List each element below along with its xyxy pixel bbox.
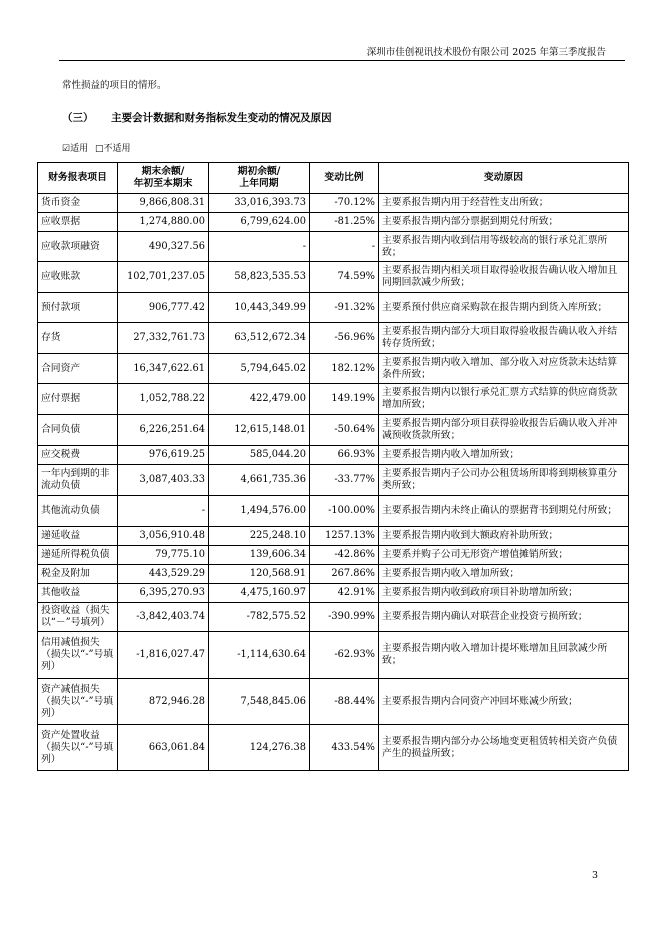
row-reason-cell: 主要系报告期内收入增加所致； [379,446,629,465]
table-row [38,679,629,725]
row-change-ratio-cell: -56.96% [310,323,379,354]
row-end-balance-cell: - [118,496,209,527]
row-begin-balance-cell: 1,494,576.00 [209,496,310,527]
table-row [38,213,629,232]
row-change-ratio-cell: 66.93% [310,446,379,465]
table-row [38,194,629,213]
section-title: 主要会计数据和财务指标发生变动的情况及原因 [111,112,332,124]
row-item-cell: 应收票据 [38,213,118,232]
row-reason-cell: 主要系报告期内部分项目获得验收报告后确认收入并冲减预收货款所致； [379,415,629,446]
page-number: 3 [592,870,599,881]
row-reason-cell: 主要系报告期内收入增加、部分收入对应货款未达结算条件所致； [379,354,629,384]
row-begin-balance-cell: 225,248.10 [209,527,310,546]
row-begin-balance-cell: 4,475,160.97 [209,584,310,603]
row-reason-cell: 主要系报告期内收到政府项目补助增加所致； [379,584,629,603]
row-item-cell: 预付款项 [38,293,118,323]
row-reason-cell: 主要系报告期内确认对联营企业投资亏损所致； [379,603,629,632]
row-end-balance-cell: 1,274,880.00 [118,213,209,232]
row-reason-cell: 主要系报告期内部分票据到期兑付所致； [379,213,629,232]
intro-text: 常性损益的项目的情形。 [62,80,167,91]
option-applicable: ☑适用 [62,144,89,154]
row-item-cell: 税金及附加 [38,565,118,584]
section-number: （三） [62,112,94,124]
row-item-cell: 应付票据 [38,384,118,415]
table-row [38,415,629,446]
row-begin-balance-cell: - [209,232,310,262]
row-item-cell: 存货 [38,323,118,354]
row-change-ratio-cell: 1257.13% [310,527,379,546]
row-end-balance-cell: 490,327.56 [118,232,209,262]
header-change-ratio: 变动比例 [310,163,379,194]
row-change-ratio-cell: -390.99% [310,603,379,632]
row-change-ratio-cell: -50.64% [310,415,379,446]
header-end-line1: 期末余额/ [141,166,185,177]
financial-change-table [37,162,629,771]
table-row [38,632,629,679]
row-change-ratio-cell: -91.32% [310,293,379,323]
table-row [38,232,629,262]
row-begin-balance-cell: 7,548,845.06 [209,679,310,725]
row-begin-balance-cell: 63,512,672.34 [209,323,310,354]
row-item-cell: 一年内到期的非流动负债 [38,465,118,496]
header-begin-line1: 期初余额/ [237,166,281,177]
row-end-balance-cell: 27,332,761.73 [118,323,209,354]
table-row [38,465,629,496]
report-header: 深圳市佳创视讯技术股份有限公司 2025 年第三季度报告 [366,47,606,58]
row-begin-balance-cell: 422,479.00 [209,384,310,415]
table-row [38,293,629,323]
row-begin-balance-cell: 124,276.38 [209,725,310,771]
row-change-ratio-cell: 149.19% [310,384,379,415]
row-end-balance-cell: 906,777.42 [118,293,209,323]
row-item-cell: 应交税费 [38,446,118,465]
row-end-balance-cell: -1,816,027.47 [118,632,209,679]
row-reason-cell: 主要系报告期内合同资产冲回坏账减少所致； [379,679,629,725]
header-reason: 变动原因 [379,163,629,194]
table-row [38,527,629,546]
header-end-line2: 年初至本期末 [133,178,193,189]
row-begin-balance-cell: 12,615,148.01 [209,415,310,446]
row-reason-cell: 主要系报告期内收入增加计提坏账增加且回款减少所致； [379,632,629,679]
row-change-ratio-cell: 267.86% [310,565,379,584]
row-end-balance-cell: 9,866,808.31 [118,194,209,213]
row-begin-balance-cell: 6,799,624.00 [209,213,310,232]
table-row [38,384,629,415]
row-change-ratio-cell: 42.91% [310,584,379,603]
table-row [38,323,629,354]
row-begin-balance-cell: -1,114,630.64 [209,632,310,679]
row-reason-cell: 主要系报告期内收到信用等级较高的银行承兑汇票所致； [379,232,629,262]
row-begin-balance-cell: -782,575.52 [209,603,310,632]
row-change-ratio-cell: -70.12% [310,194,379,213]
row-reason-cell: 主要系报告期内用于经营性支出所致； [379,194,629,213]
header-divider [59,60,625,61]
row-change-ratio-cell: 74.59% [310,262,379,293]
row-item-cell: 应收账款 [38,262,118,293]
row-end-balance-cell: 6,395,270.93 [118,584,209,603]
table-row [38,546,629,565]
row-change-ratio-cell: - [310,232,379,262]
row-begin-balance-cell: 10,443,349.99 [209,293,310,323]
table-row [38,446,629,465]
row-item-cell: 投资收益（损失以“－”号填列） [38,603,118,632]
table-row [38,496,629,527]
row-change-ratio-cell: -100.00% [310,496,379,527]
section-heading [62,110,332,125]
row-reason-cell: 主要系报告期内子公司办公租赁场所即将到期核算重分类所致； [379,465,629,496]
row-end-balance-cell: 6,226,251.64 [118,415,209,446]
row-reason-cell: 主要系报告期内收到大额政府补助所致； [379,527,629,546]
row-change-ratio-cell: 433.54% [310,725,379,771]
row-change-ratio-cell: -81.25% [310,213,379,232]
row-end-balance-cell: 443,529.29 [118,565,209,584]
row-item-cell: 资产处置收益（损失以“-”号填列） [38,725,118,771]
row-item-cell: 递延所得税负债 [38,546,118,565]
applicability-options [62,141,134,154]
table-header-row [38,163,629,194]
row-end-balance-cell: 3,056,910.48 [118,527,209,546]
row-end-balance-cell: 16,347,622.61 [118,354,209,384]
row-reason-cell: 主要系报告期内相关项目取得验收报告确认收入增加且同期回款减少所致； [379,262,629,293]
header-begin-line2: 上年同期 [239,178,279,189]
row-item-cell: 其他流动负债 [38,496,118,527]
row-change-ratio-cell: -88.44% [310,679,379,725]
row-reason-cell: 主要系预付供应商采购款在报告期内到货入库所致； [379,293,629,323]
row-reason-cell: 主要系并购子公司无形资产增值摊销所致； [379,546,629,565]
row-change-ratio-cell: -42.86% [310,546,379,565]
row-begin-balance-cell: 139,606.34 [209,546,310,565]
row-reason-cell: 主要系报告期内以银行承兑汇票方式结算的供应商货款增加所致； [379,384,629,415]
row-begin-balance-cell: 33,016,393.73 [209,194,310,213]
row-begin-balance-cell: 120,568.91 [209,565,310,584]
row-end-balance-cell: 3,087,403.33 [118,465,209,496]
row-begin-balance-cell: 4,661,735.36 [209,465,310,496]
header-begin-balance [209,163,310,194]
row-reason-cell: 主要系报告期内部分大项目取得验收报告确认收入并结转存货所致； [379,323,629,354]
row-item-cell: 应收款项融资 [38,232,118,262]
table-row [38,725,629,771]
row-begin-balance-cell: 585,044.20 [209,446,310,465]
row-end-balance-cell: 1,052,788.22 [118,384,209,415]
row-reason-cell: 主要系报告期内收入增加所致； [379,565,629,584]
row-change-ratio-cell: -62.93% [310,632,379,679]
row-item-cell: 货币资金 [38,194,118,213]
row-change-ratio-cell: -33.77% [310,465,379,496]
row-end-balance-cell: 663,061.84 [118,725,209,771]
option-not-applicable: □不适用 [94,144,131,154]
row-reason-cell: 主要系报告期内未终止确认的票据背书到期兑付所致； [379,496,629,527]
row-item-cell: 资产减值损失（损失以“-”号填列） [38,679,118,725]
row-item-cell: 递延收益 [38,527,118,546]
table-row [38,262,629,293]
row-end-balance-cell: 102,701,237.05 [118,262,209,293]
row-begin-balance-cell: 58,823,535.53 [209,262,310,293]
row-reason-cell: 主要系报告期内部分办公场地变更租赁转相关资产负债产生的损益所致； [379,725,629,771]
header-item: 财务报表项目 [38,163,118,194]
row-change-ratio-cell: 182.12% [310,354,379,384]
row-begin-balance-cell: 5,794,645.02 [209,354,310,384]
row-end-balance-cell: 79,775.10 [118,546,209,565]
row-item-cell: 其他收益 [38,584,118,603]
row-item-cell: 信用减值损失（损失以“-”号填列） [38,632,118,679]
row-end-balance-cell: 976,619.25 [118,446,209,465]
header-end-balance [118,163,209,194]
row-end-balance-cell: -3,842,403.74 [118,603,209,632]
table-row [38,603,629,632]
row-item-cell: 合同资产 [38,354,118,384]
table-row [38,584,629,603]
table-row [38,354,629,384]
row-item-cell: 合同负债 [38,415,118,446]
table-row [38,565,629,584]
row-end-balance-cell: 872,946.28 [118,679,209,725]
